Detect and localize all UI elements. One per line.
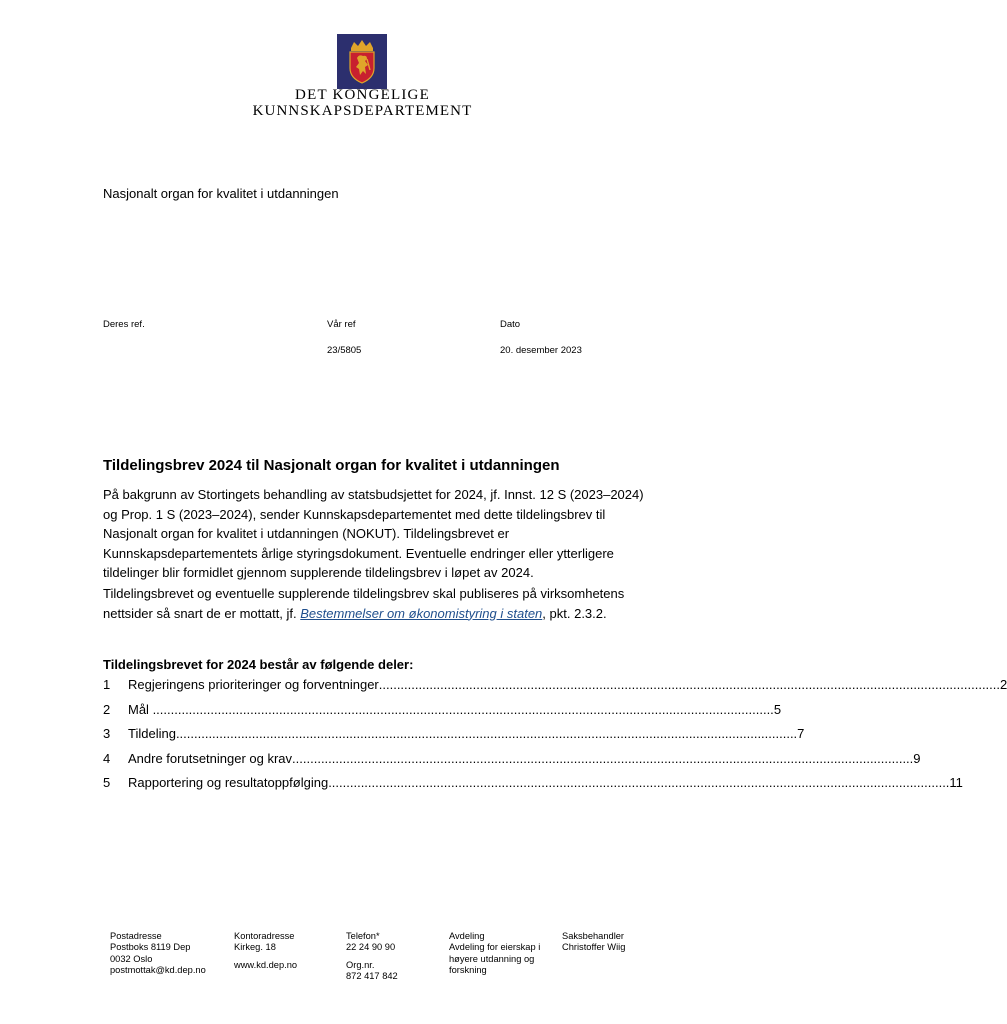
toc-leader: ............................................................................................................................................................................ <box>175 726 798 741</box>
toc-label: Regjeringens prioriteringer og forventninger <box>128 677 379 692</box>
footer-label: Kontoradresse <box>234 931 295 941</box>
toc-item[interactable] <box>103 726 805 751</box>
toc-page: 5 <box>773 701 782 717</box>
footer-text: Postboks 8119 Dep <box>110 942 191 953</box>
publication-paragraph <box>103 584 648 623</box>
toc-page: 7 <box>797 726 805 741</box>
dato-label: Dato <box>500 319 521 330</box>
footer-text: 0032 Oslo <box>110 953 153 964</box>
toc-label: Andre forutsetninger og krav <box>128 750 293 766</box>
footer-label: Saksbehandler <box>562 931 625 941</box>
toc-number: 5 <box>103 775 111 790</box>
recipient: Nasjonalt organ for kvalitet i utdanningen <box>103 186 339 201</box>
toc-number: 2 <box>103 701 111 717</box>
footer-label: Postadresse <box>110 931 162 941</box>
footer-text: 22 24 90 90 <box>346 942 396 953</box>
toc-label: Mål <box>128 701 149 717</box>
toc-label: Rapportering og resultatoppfølging <box>128 775 329 790</box>
footer-text: høyere utdanning og <box>449 953 535 964</box>
footer-label: Telefon* <box>346 931 380 941</box>
toc-item[interactable] <box>103 677 1007 702</box>
toc-heading: Tildelingsbrevet for 2024 består av følgende deler: <box>103 657 414 672</box>
footer-label: Org.nr. <box>346 959 375 970</box>
table-of-contents <box>103 677 1007 800</box>
coat-of-arms-icon <box>337 34 387 89</box>
footer-avdeling <box>449 931 540 977</box>
var-ref-value: 23/5805 <box>327 345 362 356</box>
footer-postadresse <box>110 931 206 977</box>
var-ref-label: Vår ref <box>327 319 356 330</box>
department-name-line2: KUNNSKAPSDEPARTEMENT <box>252 103 473 119</box>
publication-text-end: , pkt. 2.3.2. <box>542 605 607 621</box>
footer-saksbehandler <box>562 931 625 954</box>
toc-item[interactable] <box>103 701 782 727</box>
deres-ref-label: Deres ref. <box>103 319 145 330</box>
toc-page: 9 <box>913 750 921 766</box>
footer-label: Avdeling <box>449 931 485 941</box>
footer-kontoradresse <box>234 931 297 971</box>
toc-item[interactable] <box>103 775 963 800</box>
footer-text: 872 417 842 <box>346 971 398 982</box>
department-name-line1: DET KONGELIGE <box>295 87 430 103</box>
toc-leader: ............................................................................................................................................................................ <box>292 750 914 766</box>
toc-number: 1 <box>103 677 111 692</box>
letter-title: Tildelingsbrev 2024 til Nasjonalt organ for kvalitet i utdanningen <box>103 457 560 474</box>
footer-text: Kirkeg. 18 <box>234 942 276 953</box>
publication-text: Tildelingsbrevet og eventuelle supplerende tildelingsbrev skal publiseres på virksomhetens nettsider så snart de er mottatt, jf. <box>103 586 625 621</box>
footer-text: forskning <box>449 965 487 976</box>
footer-email: postmottak@kd.dep.no <box>110 965 206 976</box>
intro-paragraph: På bakgrunn av Stortingets behandling av statsbudsjettet for 2024, jf. Innst. 12 S (2023–2024) og Prop. 1 S (2023–2024), sender Kunnskapsdepartementet med dette tildelingsbrev til Nasjonalt organ for kvalitet i utdanningen (NOKUT). Tildelingsbrevet er Kunnskapsdepartementets årlige styringsdokument. Eventuelle endringer eller ytterligere tildelinger blir formidlet gjennom supplerende tildelingsbrev i løpet av 2024. <box>103 487 644 580</box>
regulations-link[interactable]: Bestemmelser om økonomistyring i staten <box>300 605 543 621</box>
footer-text: Christoffer Wiig <box>562 942 626 953</box>
toc-number: 3 <box>103 726 111 741</box>
toc-leader: ............................................................................................................................................................................ <box>148 701 774 717</box>
dato-value: 20. desember 2023 <box>500 345 582 356</box>
toc-label: Tildeling <box>128 726 176 741</box>
footer-telefon <box>346 931 398 983</box>
footer-website: www.kd.dep.no <box>234 959 298 970</box>
toc-number: 4 <box>103 750 111 766</box>
toc-leader: ............................................................................................................................................................................ <box>378 677 1000 692</box>
toc-leader: ............................................................................................................................................................................ <box>328 775 950 790</box>
coat-of-arms-logo <box>337 34 387 89</box>
footer-text: Avdeling for eierskap i <box>449 942 541 953</box>
toc-page: 2 <box>1000 677 1007 692</box>
toc-item[interactable] <box>103 750 921 776</box>
toc-page: 11 <box>949 775 963 790</box>
